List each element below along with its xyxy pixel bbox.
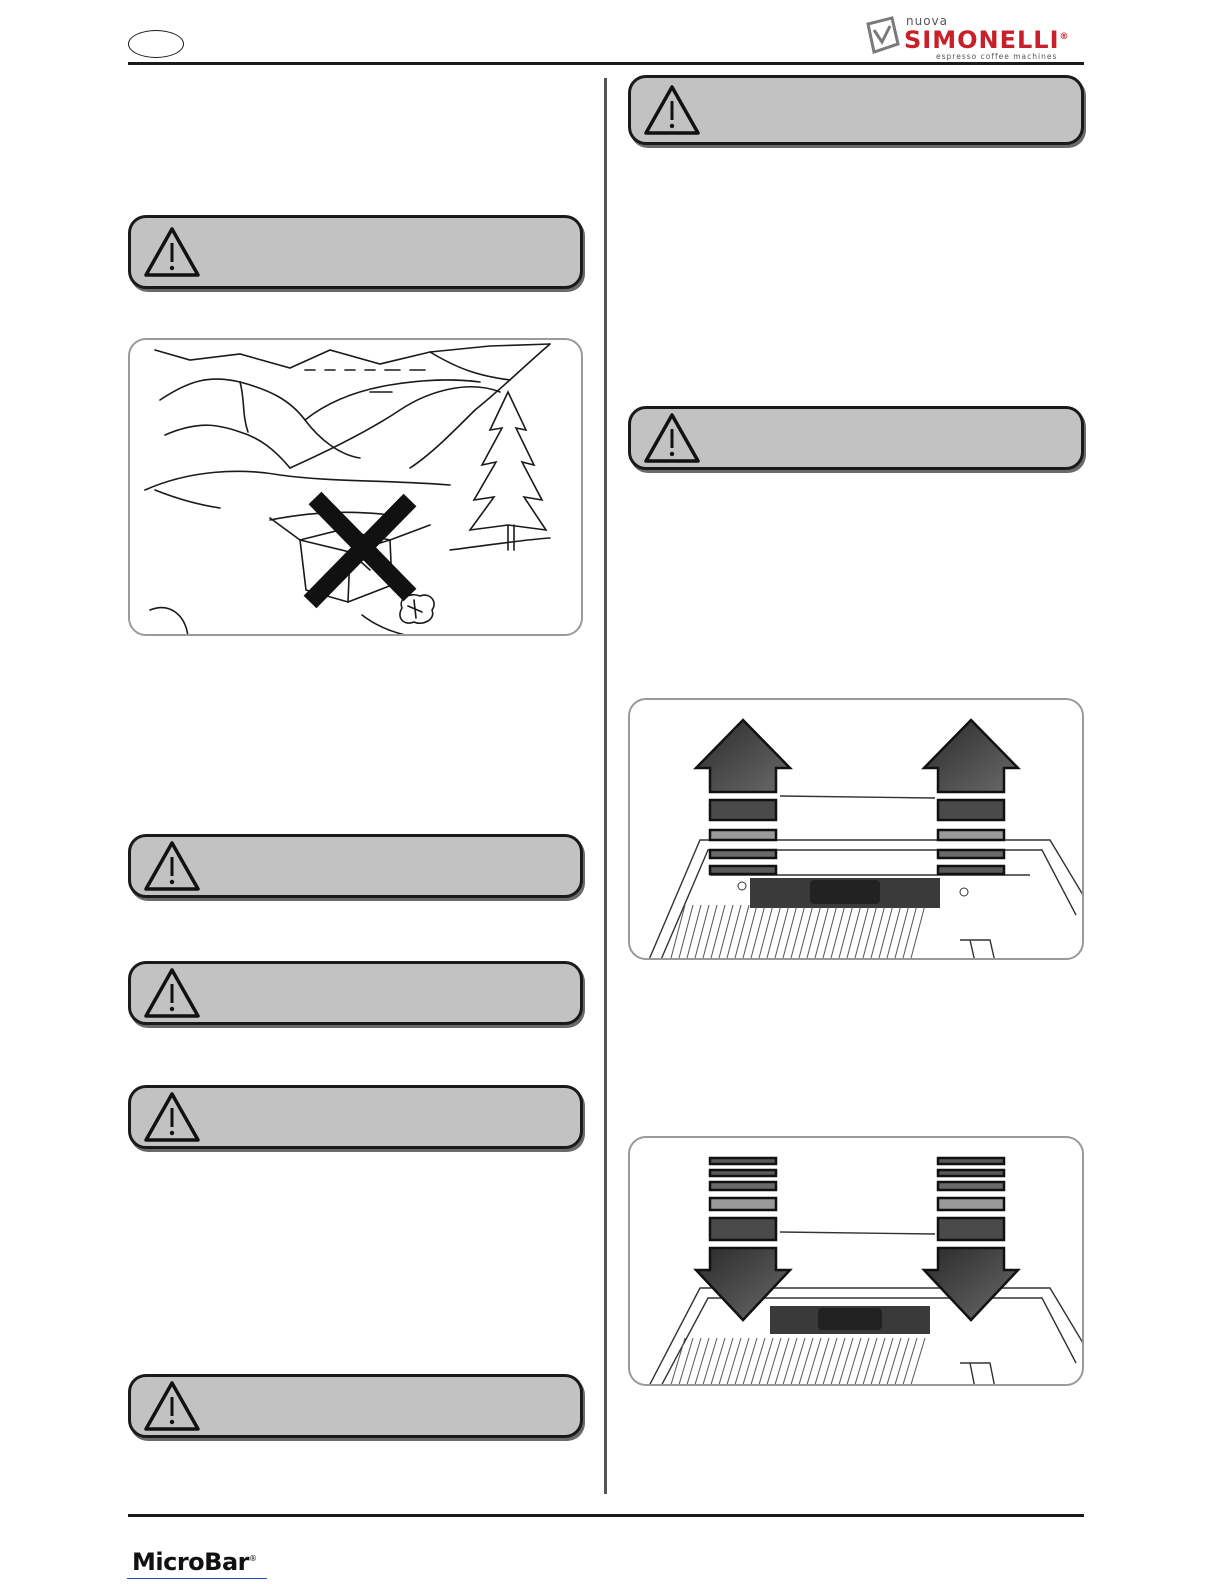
product-name: MicroBar	[132, 1548, 249, 1576]
warning-triangle-icon	[143, 226, 201, 278]
warning-triangle-icon	[143, 1091, 201, 1143]
brand-link-underline[interactable]	[127, 1578, 267, 1579]
figure-lift-machine-up	[628, 698, 1084, 960]
lift-up-illustration	[630, 700, 1084, 960]
logo-small-text: nuova	[906, 14, 949, 28]
warning-triangle-icon	[643, 84, 701, 136]
logo-mark-icon	[862, 16, 902, 58]
registered-mark: ®	[248, 1554, 257, 1563]
landscape-no-dumping-illustration	[130, 340, 583, 636]
warning-box	[628, 406, 1084, 470]
warning-box	[628, 75, 1084, 145]
product-brand	[132, 1548, 256, 1576]
figure-lower-machine-down	[628, 1136, 1084, 1386]
logo-tagline: espresso coffee machines	[936, 52, 1058, 61]
warning-box	[128, 961, 583, 1025]
lower-down-illustration	[630, 1138, 1084, 1386]
warning-triangle-icon	[643, 412, 701, 464]
column-divider	[604, 78, 607, 1494]
warning-triangle-icon	[143, 1380, 201, 1432]
warning-box	[128, 215, 583, 289]
logo-registered-mark: ®	[1059, 32, 1070, 42]
logo-brand-text: SIMONELLI®	[904, 26, 1070, 54]
header-rule	[128, 62, 1084, 65]
warning-triangle-icon	[143, 967, 201, 1019]
warning-box	[128, 834, 583, 898]
figure-disposal-landscape	[128, 338, 583, 636]
footer-rule	[128, 1514, 1084, 1517]
language-badge	[128, 30, 184, 58]
warning-box	[128, 1374, 583, 1438]
warning-triangle-icon	[143, 840, 201, 892]
brand-logo	[862, 14, 1084, 60]
warning-box	[128, 1085, 583, 1149]
